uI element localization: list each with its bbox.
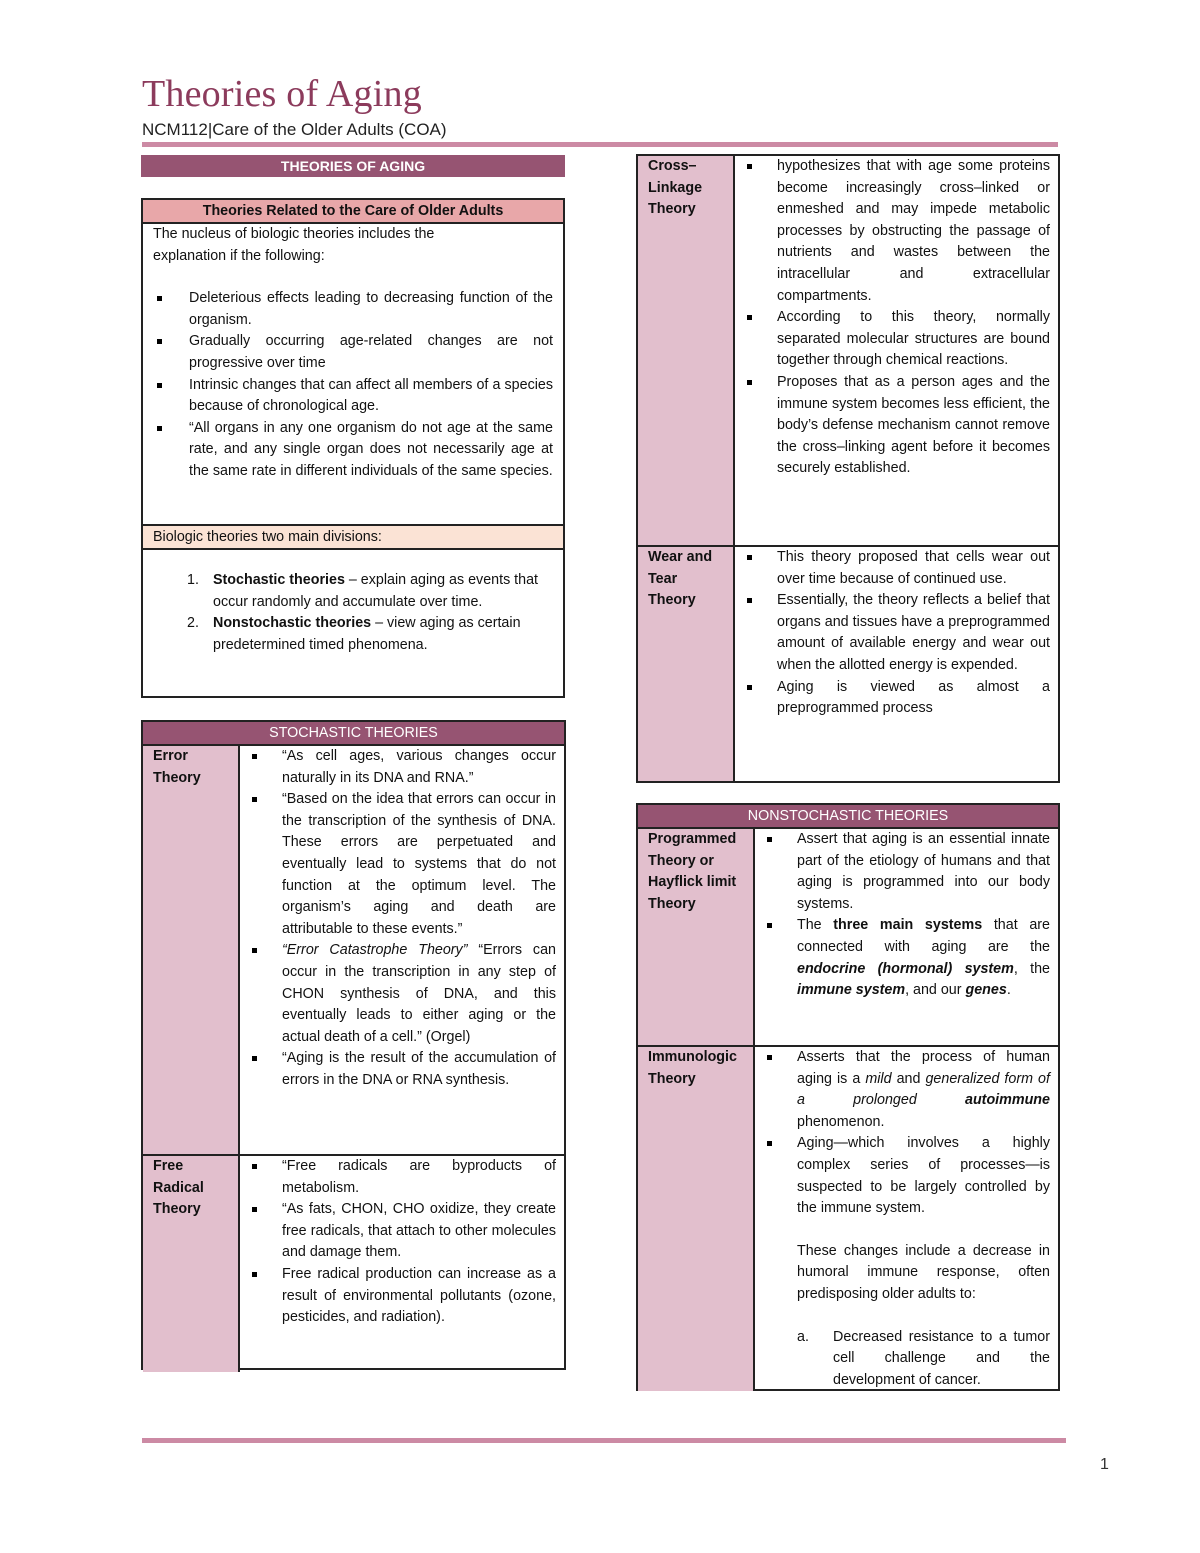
list-item: Aging—which involves a highly complex series of processes—is suspected to be largely controlled by the immune system. (763, 1133, 1050, 1219)
list-item: “As fats, CHON, CHO oxidize, they create free radicals, that attach to other molecules and damage them. (248, 1199, 556, 1264)
list-item: “Based on the idea that errors can occur in the transcription of the synthesis of DNA. These errors are perpetuated and eventually lead to systems that do not function at the optimum level. The organism’s aging and death are attributable to these events.” (248, 789, 556, 940)
list-item: Intrinsic changes that can affect all members of a species because of chronological age. (153, 375, 553, 418)
list-marker: 2. (187, 615, 199, 632)
list-item (143, 613, 553, 656)
list-item (797, 1327, 1050, 1392)
stochastic-heading: STOCHASTIC THEORIES (143, 722, 564, 746)
divisions-heading: Biologic theories two main divisions: (143, 524, 563, 550)
list-item (143, 570, 553, 613)
text-run: genes (965, 982, 1007, 999)
list-item: Free radical production can increase as a result of environmental pollutants (ozone, pesticides, and radiation). (248, 1264, 556, 1329)
text-run: endocrine (hormonal) system (797, 960, 1014, 977)
text-run: three main systems (833, 917, 983, 934)
divisions-list (143, 570, 553, 656)
document-title: Theories of Aging (142, 73, 422, 115)
free-radical-theory-body (240, 1156, 564, 1372)
text-run: , the (1013, 960, 1051, 977)
table-row (638, 156, 1058, 545)
immunologic-theory-body (755, 1047, 1058, 1391)
cross-linkage-theory-body (735, 156, 1058, 545)
term: Nonstochastic theories (213, 615, 372, 632)
list-item: According to this theory, normally separated molecular structures are bound together through chemical reactions. (743, 307, 1050, 372)
list-marker: a. (797, 1328, 809, 1345)
list-item: “Free radicals are byproducts of metabolism. (248, 1156, 556, 1199)
text-run: that are connected with aging are the (797, 917, 1050, 955)
list-item: Aging is viewed as almost a preprogrammed process (743, 677, 1050, 720)
item-text: Decreased resistance to a tumor cell challenge and the development of cancer. (833, 1328, 1050, 1388)
list-item: Deleterious effects leading to decreasing function of the organism. (153, 288, 553, 331)
related-bullets (153, 288, 553, 482)
wear-tear-theory-body (735, 547, 1058, 781)
table-row (143, 1154, 564, 1372)
text-run: , and our (905, 982, 966, 999)
list-item: “All organs in any one organism do not age at the same rate, and any single organ does not necessarily age at the same rate in different individuals of the same species. (153, 418, 553, 483)
wear-tear-theory-name: Wear and Tear Theory (638, 547, 735, 781)
related-theories-box (141, 198, 565, 698)
page-number: 1 (1100, 1456, 1109, 1473)
text-run: . (1006, 982, 1011, 999)
term: Stochastic theories (213, 572, 345, 588)
immunologic-paragraph: These changes include a decrease in humoral immune response, often predisposing older adults to: (797, 1242, 1050, 1302)
nonstochastic-heading: NONSTOCHASTIC THEORIES (638, 805, 1058, 829)
error-theory-body (240, 746, 564, 1154)
text-run: Asserts that the process of human aging is a (797, 1049, 1050, 1087)
table-row (638, 829, 1058, 1045)
definition: – explain aging as events that occur randomly and accumulate over time. (213, 572, 539, 610)
list-item: hypothesizes that with age some proteins become increasingly cross–linked or enmeshed and may impede metabolic processes by obstructing the passage of nutrients and wastes between the intracellular and extracellular compartments. (743, 156, 1050, 307)
list-item (248, 940, 556, 1048)
text-run: mild (865, 1070, 892, 1087)
table-row (638, 545, 1058, 781)
list-item: Assert that aging is an essential innate part of the etiology of humans and that aging is programmed into our body systems. (763, 829, 1050, 915)
definition: – view aging as certain predetermined timed phenomena. (213, 615, 521, 653)
cross-linkage-theory-name: Cross–Linkage Theory (638, 156, 735, 545)
section-heading: THEORIES OF AGING (280, 158, 426, 174)
text-run: generalized form of a prolonged (797, 1070, 1050, 1109)
list-item (763, 915, 1050, 1001)
document-subtitle: NCM112|Care of the Older Adults (COA) (142, 120, 447, 139)
immunologic-theory-name: Immunologic Theory (638, 1047, 755, 1391)
list-item: Gradually occurring age-related changes are not progressive over time (153, 331, 553, 374)
related-theories-heading: Theories Related to the Care of Older Adults (143, 200, 563, 224)
free-radical-theory-name: Free Radical Theory (143, 1156, 240, 1372)
related-intro: The nucleus of biologic theories includes the explanation if the following: (153, 226, 435, 264)
error-theory-name: Error Theory (143, 746, 240, 1154)
list-item: Essentially, the theory reflects a belief that organs and tissues have a preprogrammed amount of available energy and wear out when the allotted energy is expended. (743, 590, 1050, 676)
catastrophe-label: “Error Catastrophe Theory” (282, 942, 468, 959)
theories-of-aging-bar (141, 155, 565, 177)
footer-rule (142, 1438, 1066, 1443)
cross-wear-table (636, 154, 1060, 783)
list-item: This theory proposed that cells wear out over time because of continued use. (743, 547, 1050, 590)
header-rule (142, 142, 1058, 147)
table-row (638, 1045, 1058, 1391)
text-run: phenomenon. (797, 1113, 885, 1130)
list-item: Proposes that as a person ages and the immune system becomes less efficient, the body’s defense mechanism cannot remove the cross–linking agent before it becomes securely established. (743, 372, 1050, 480)
text-run: and (891, 1070, 926, 1087)
catastrophe-text: “Errors can occur in the transcription in any step of CHON synthesis of DNA, and this eventually leads to either aging or the actual death of a cell.” (Orgel) (282, 942, 556, 1045)
nonstochastic-theories-table (636, 803, 1060, 1391)
text-run: The (797, 917, 834, 934)
list-marker: 1. (187, 572, 199, 588)
text-run: autoimmune (965, 1092, 1050, 1109)
programmed-theory-body (755, 829, 1058, 1045)
stochastic-theories-table (141, 720, 566, 1370)
immunologic-items (763, 1327, 1050, 1392)
list-item: “As cell ages, various changes occur naturally in its DNA and RNA.” (248, 746, 556, 789)
list-item (763, 1047, 1050, 1133)
programmed-theory-name: Programmed Theory or Hayflick limit Theory (638, 829, 755, 1045)
text-run: immune system (797, 982, 906, 999)
list-item: “Aging is the result of the accumulation of errors in the DNA or RNA synthesis. (248, 1048, 556, 1091)
table-row (143, 746, 564, 1154)
